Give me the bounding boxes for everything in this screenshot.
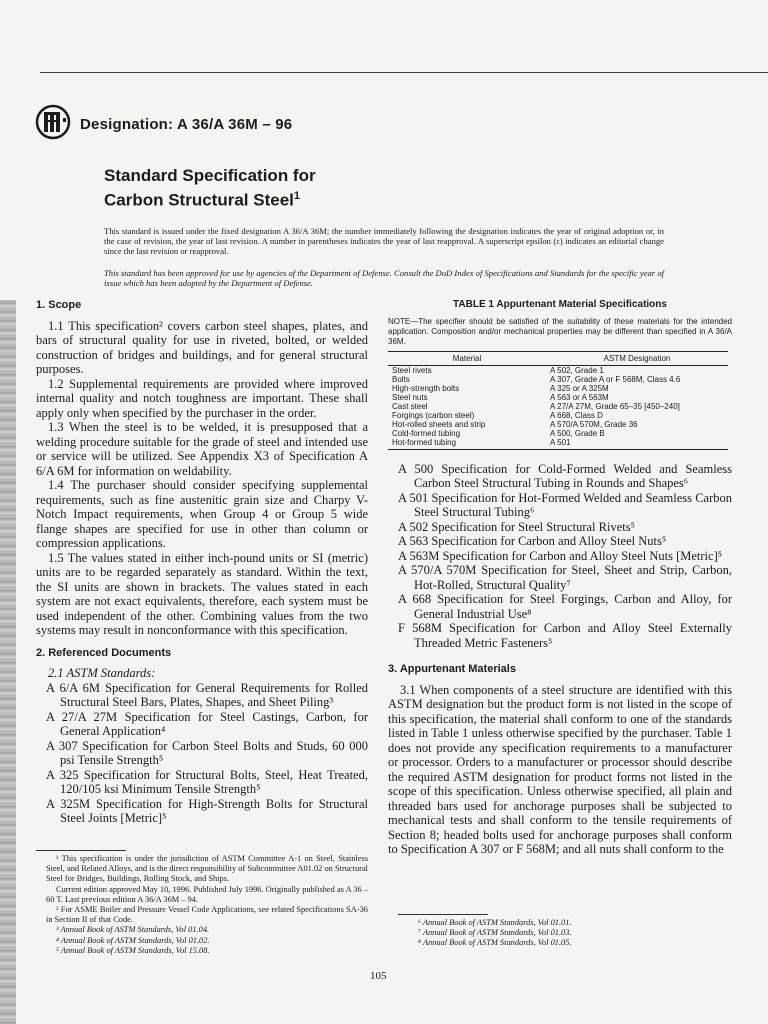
reference-item: A 570/A 570M Specification for Steel, Sheet and Strip, Carbon, Hot-Rolled, Structural Quality⁷ xyxy=(398,563,732,592)
designation-cell: A 307, Grade A or F 568M, Class 4.6 xyxy=(550,374,681,384)
designation-line: Designation: A 36/A 36M – 96 xyxy=(80,116,293,133)
footnote-rule xyxy=(36,850,126,851)
material-cell: High-strength bolts xyxy=(392,383,460,393)
designation-cell: A 668, Class D xyxy=(550,410,603,420)
title-line-2: Carbon Structural Steel xyxy=(104,190,294,210)
column-header-designation: ASTM Designation xyxy=(546,351,728,365)
preamble-dod-note: This standard has been approved for use by agencies of the Department of Defense. Consult the DoD Index of Specifications and Standards for the specific year of issue which has been adopted by the Department of Defense. xyxy=(104,268,664,288)
scope-para: 1.4 The purchaser should consider specifying supplemental requirements, such as fine austenitic grain size and Charpy V-Notch Impact requirements, when Group 4 or Group 5 wide flange shapes are specified for use in other than column or compression applications. xyxy=(36,478,368,550)
footnote-rule xyxy=(398,914,488,915)
page-number: 105 xyxy=(370,970,387,982)
title-footnote-mark: 1 xyxy=(293,190,300,202)
footnote: ⁷ Annual Book of ASTM Standards, Vol 01.03. xyxy=(418,928,572,938)
title-line-1: Standard Specification for xyxy=(104,166,316,185)
material-cell: Bolts xyxy=(392,374,410,384)
document-title xyxy=(104,166,316,211)
reference-item: F 568M Specification for Carbon and Alloy Steel Externally Threaded Metric Fasteners⁵ xyxy=(398,621,732,650)
table-body xyxy=(388,365,728,449)
material-cell: Cast steel xyxy=(392,401,428,411)
material-cell: Cold-formed tubing xyxy=(392,428,461,438)
footnotes-left xyxy=(36,850,368,956)
designation-cell: A 501 xyxy=(546,438,728,450)
table-row xyxy=(388,384,728,393)
table-title: TABLE 1 Appurtenant Material Specifications xyxy=(453,299,667,310)
table-row xyxy=(388,393,728,402)
designation-cell: A 500, Grade B xyxy=(550,428,605,438)
table-row xyxy=(388,420,728,429)
designation-cell: A 325 or A 325M xyxy=(550,383,609,393)
material-cell: Steel rivets xyxy=(392,365,432,375)
top-rule xyxy=(40,72,768,73)
astm-logo-icon xyxy=(35,104,75,140)
right-column xyxy=(388,298,732,857)
table-row xyxy=(388,375,728,384)
reference-item: A 563 Specification for Carbon and Alloy Steel Nuts⁵ xyxy=(398,534,667,548)
preamble-issue-note: This standard is issued under the fixed designation A 36/A 36M; the number immediately following the designation indicates the year of original adoption or, in the case of revision, the year of last revision. A number in parentheses indicates the year of last reapproval. A superscript epsilon (ε) indicates an editorial change since the last revision or reapproval. xyxy=(104,226,664,256)
reference-item: A 668 Specification for Steel Forgings, Carbon and Alloy, for General Industrial Use⁸ xyxy=(398,592,732,621)
reference-item: A 500 Specification for Cold-Formed Welded and Seamless Carbon Steel Structural Tubing in Rounds and Shapes⁶ xyxy=(398,461,732,490)
footnote: ⁵ Annual Book of ASTM Standards, Vol 15.08. xyxy=(56,945,210,955)
footnote: ⁸ Annual Book of ASTM Standards, Vol 01.05. xyxy=(418,938,572,948)
table-row xyxy=(388,411,728,420)
table-row xyxy=(388,429,728,438)
material-cell: Steel nuts xyxy=(392,392,428,402)
section-appurtenant-heading: 3. Appurtenant Materials xyxy=(388,663,516,675)
footnotes-right xyxy=(398,914,728,949)
left-column xyxy=(36,298,368,826)
footnote: ³ Annual Book of ASTM Standards, Vol 01.04. xyxy=(56,925,210,935)
designation-cell: A 27/A 27M, Grade 65–35 [450–240] xyxy=(550,401,680,411)
section-refdocs-heading: 2. Referenced Documents xyxy=(36,646,172,659)
scan-edge-shadow xyxy=(0,300,16,1024)
table-row xyxy=(388,438,728,450)
astm-standards-subheading: 2.1 ASTM Standards: xyxy=(48,666,156,680)
scope-para: 1.1 This specification² covers carbon steel shapes, plates, and bars of structural quality for use in riveted, bolted, or welded construction of bridges and buildings, and for general structural purposes. xyxy=(36,318,368,376)
reference-item: A 325M Specification for High-Strength Bolts for Structural Steel Joints [Metric]⁵ xyxy=(46,796,368,825)
material-cell: Forgings (carbon steel) xyxy=(392,410,475,420)
table-note: NOTE—The specifier should be satisfied of the suitability of these materials for the intended application. Composition and/or mechanical properties may be different than specified in A 36/A 36M. xyxy=(388,316,732,346)
material-cell: Hot-rolled sheets and strip xyxy=(392,419,486,429)
appurtenant-para: 3.1 When components of a steel structure are identified with this ASTM designation but the product form is not listed in the scope of this specification, the material shall conform to one of the standards listed in Table 1 unless otherwise specified by the purchaser. Table 1 does not provide any specification requirements to a manufacturer or processor. Orders to a manufacturer or processor should describe the required ASTM designation for product forms not listed in the scope of this specification. Unless otherwise specified, all plain and threaded bars used for anchorage purposes shall be subjected to mechanical tests and shall conform to the tensile requirements of Section 8; headed bolts used for anchorage purposes shall conform to Specification A 307 or F 568M; and all nuts shall conform to the xyxy=(388,682,732,856)
designation-cell: A 563 or A 563M xyxy=(550,392,609,402)
footnote: ¹ This specification is under the jurisdiction of ASTM Committee A-1 on Steel, Stainless Steel, and Related Alloys, and is the direct responsibility of Subcommittee A01.02 on Structural Steel for Bridges, Buildings, Rolling Stock, and Ships. xyxy=(46,854,368,884)
scope-para: 1.5 The values stated in either inch-pound units or SI (metric) units are to be regarded separately as standard. Within the text, the SI units are shown in brackets. The values stated in each system are not exact equivalents, therefore, each system must be used independent of the other. Combining values from the two systems may result in nonconformance with this specification. xyxy=(36,550,368,637)
designation-cell: A 570/A 570M, Grade 36 xyxy=(550,419,638,429)
section-scope-heading: 1. Scope xyxy=(36,299,82,311)
table-row xyxy=(388,402,728,411)
scope-para: 1.3 When the steel is to be welded, it is presupposed that a welding procedure suitable for the grade of steel and intended use or service will be utilized. See Appendix X3 of Specification A 6/A 6M for information on weldability. xyxy=(36,420,368,478)
reference-item: A 325 Specification for Structural Bolts, Steel, Heat Treated, 120/105 ksi Minimum Tensile Strength⁵ xyxy=(46,767,368,796)
footnote: Current edition approved May 10, 1996. Published July 1996. Originally published as A 36 – 60 T. Last previous edition A 36/A 36M – 94. xyxy=(46,884,368,904)
footnote: ² For ASME Boiler and Pressure Vessel Code Applications, see related Specifications SA-36 in Section II of that Code. xyxy=(46,905,368,925)
appurtenant-material-table xyxy=(388,351,728,450)
footnote: ⁴ Annual Book of ASTM Standards, Vol 01.02. xyxy=(56,935,210,945)
table-row xyxy=(388,365,728,375)
reference-item: A 501 Specification for Hot-Formed Welded and Seamless Carbon Steel Structural Tubing⁶ xyxy=(398,490,732,519)
reference-item: A 27/A 27M Specification for Steel Castings, Carbon, for General Application⁴ xyxy=(46,709,368,738)
reference-item: A 563M Specification for Carbon and Alloy Steel Nuts [Metric]⁵ xyxy=(398,548,723,563)
column-header-material: Material xyxy=(388,351,546,365)
reference-item: A 502 Specification for Steel Structural Rivets⁵ xyxy=(398,519,635,534)
reference-item: A 307 Specification for Carbon Steel Bolts and Studs, 60 000 psi Tensile Strength⁵ xyxy=(46,738,368,767)
reference-item: A 6/A 6M Specification for General Requirements for Rolled Structural Steel Bars, Plates, Shapes, and Sheet Piling³ xyxy=(46,680,368,709)
preamble xyxy=(104,226,664,300)
scope-para: 1.2 Supplemental requirements are provided where improved internal quality and notch toughness are important. These shall apply only when specified by the purchaser in the order. xyxy=(36,376,368,420)
footnote: ⁶ Annual Book of ASTM Standards, Vol 01.01. xyxy=(418,918,572,927)
material-cell: Hot-formed tubing xyxy=(388,438,546,450)
designation-cell: A 502, Grade 1 xyxy=(550,365,604,375)
